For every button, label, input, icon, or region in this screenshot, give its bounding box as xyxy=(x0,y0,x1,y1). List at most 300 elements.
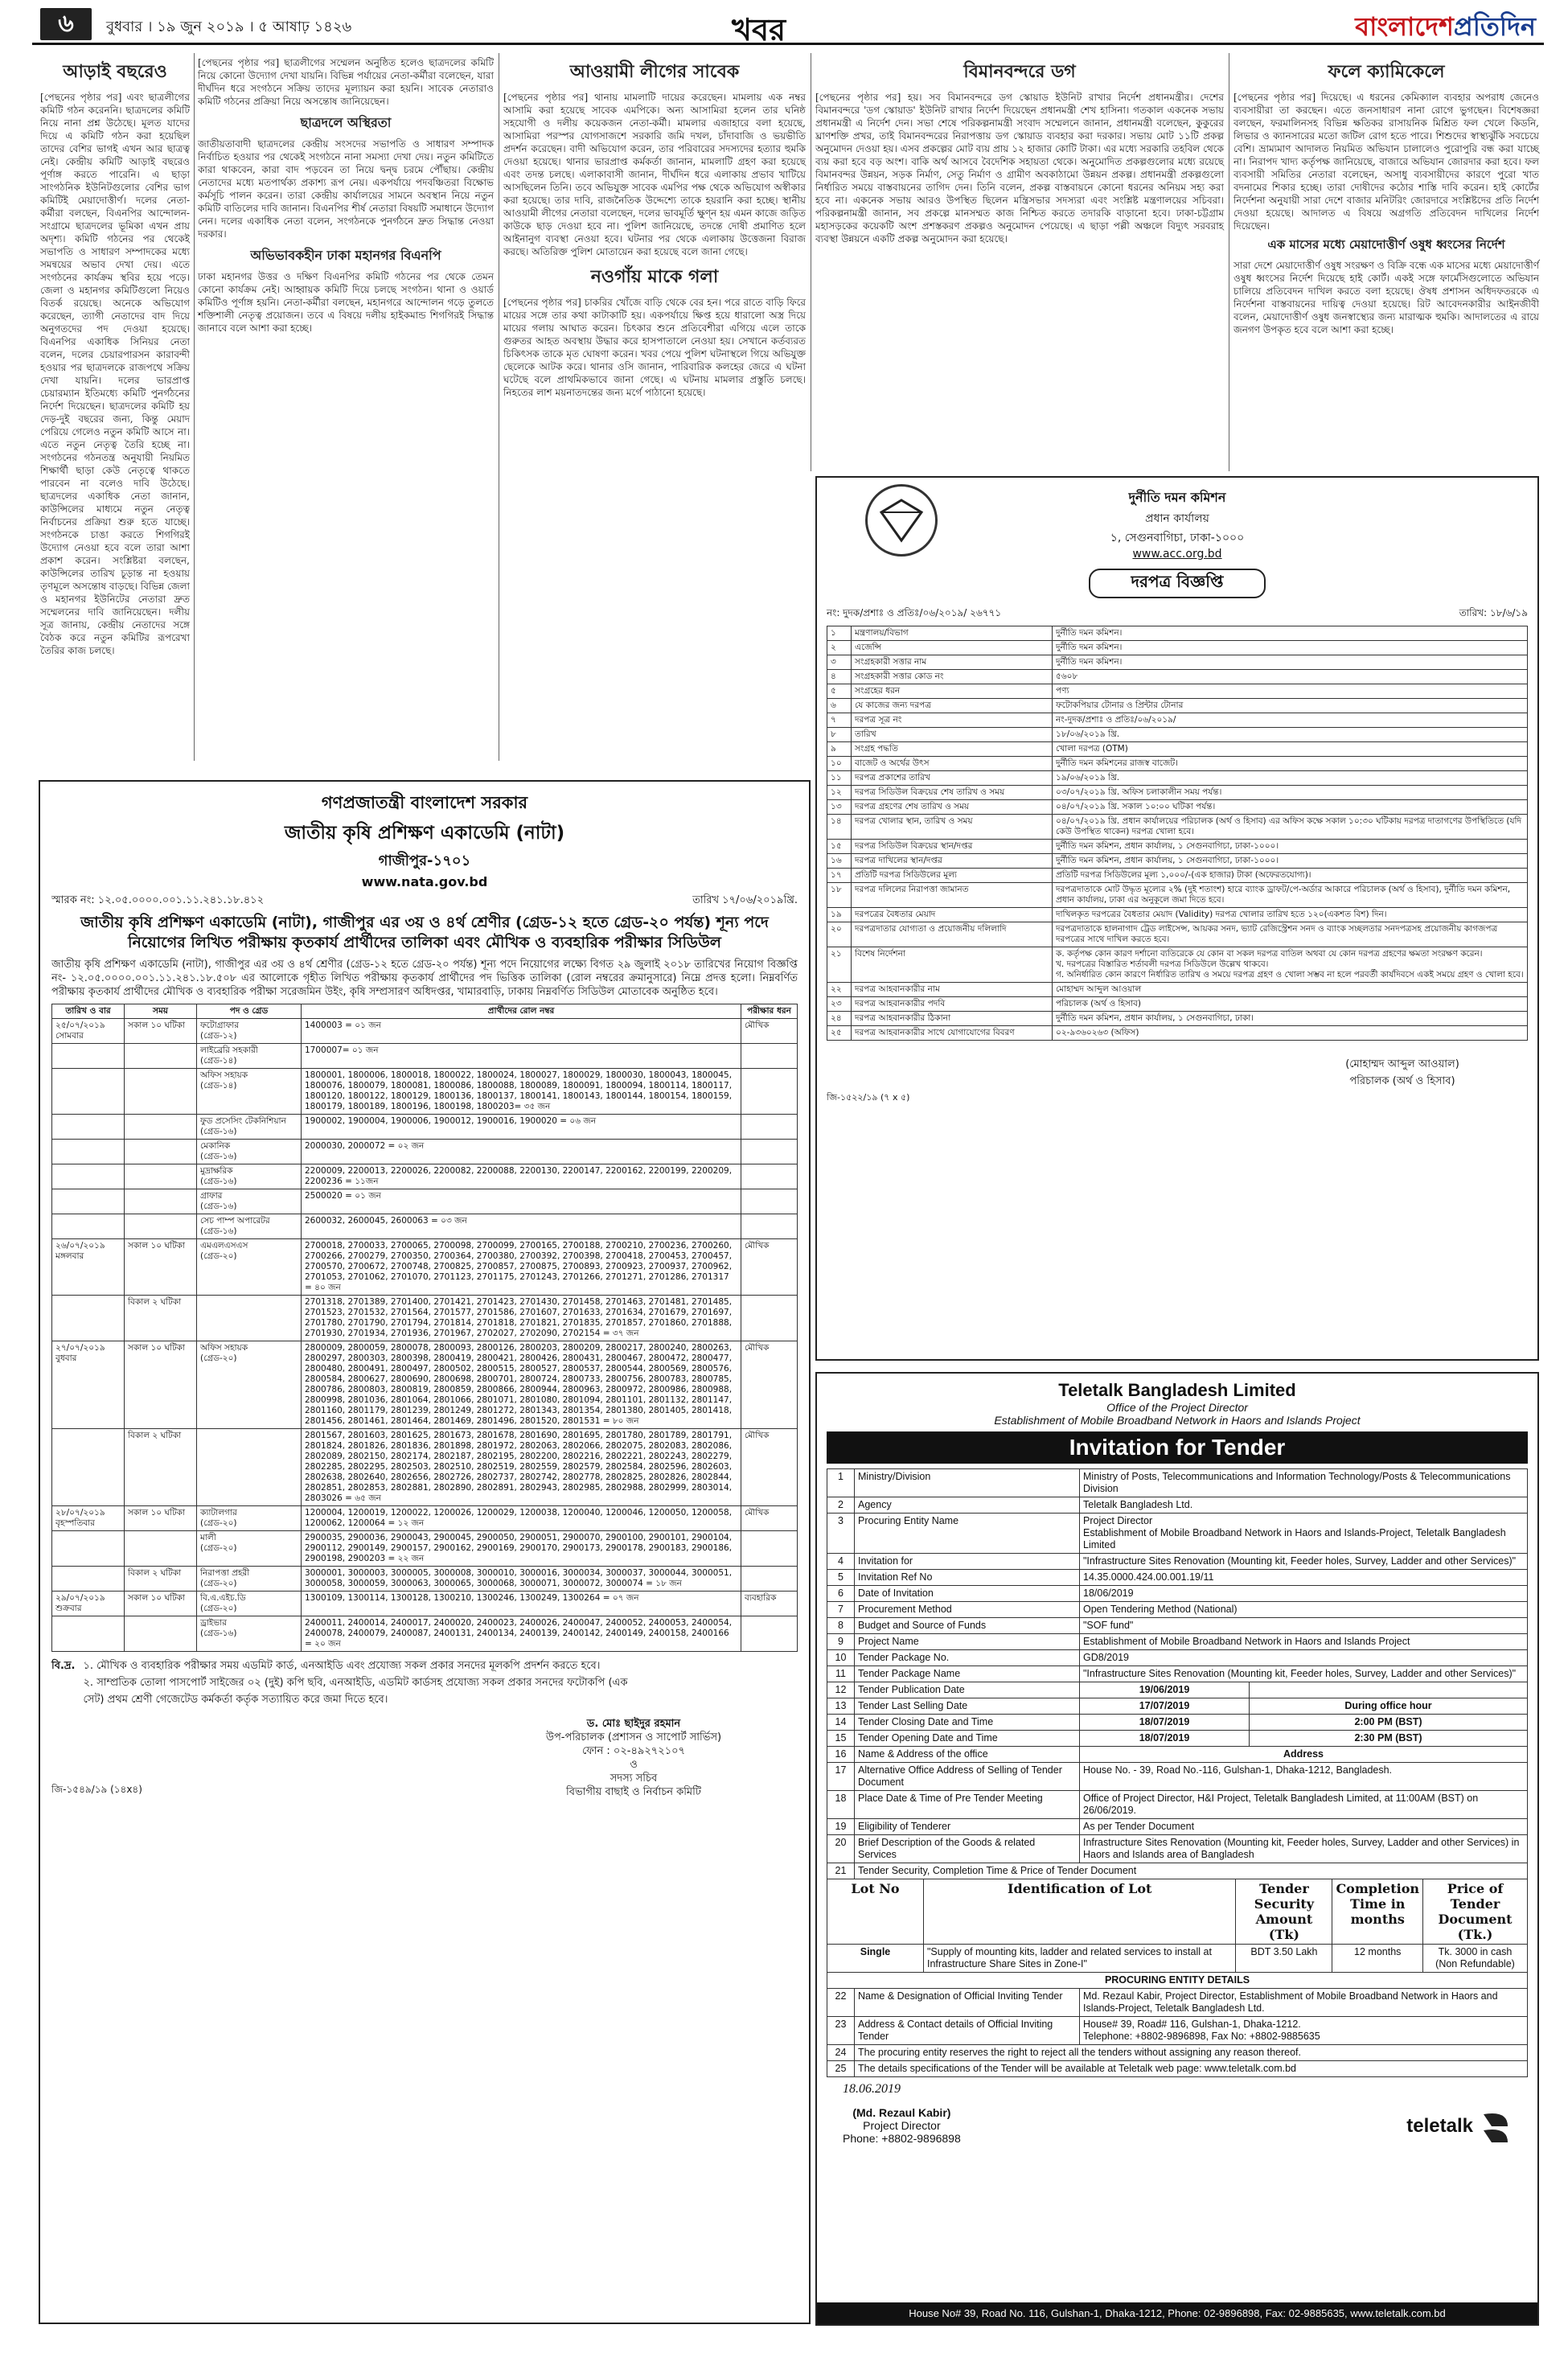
table-cell xyxy=(125,1531,197,1567)
table-row xyxy=(827,983,1528,997)
table-cell: প্রতিটি দরপত্র সিডিউলের মূল্য xyxy=(852,869,1053,883)
table-cell xyxy=(52,1429,125,1506)
gd-number: জি-১৫৪৯/১৯ (১৪x৪) xyxy=(51,1784,142,1795)
row-number: 20 xyxy=(827,1835,855,1863)
row-value: 18/06/2019 xyxy=(1080,1586,1528,1602)
table-cell: পণ্য xyxy=(1053,684,1528,699)
row-label: Invitation Ref No xyxy=(855,1570,1080,1586)
table-cell: দরপত্র সিডিউল বিক্রয়ের স্থান/দপ্তর xyxy=(852,840,1053,854)
row-number: 19 xyxy=(827,1819,855,1835)
lot-table: Lot No Identification of Lot Tender Security Amount (Tk) Completion Time in months Price of Tender Document (Tk.) Single "Supply of mounting kits, ladder and related services to install at Infrastructure Share Sites in Zone-I" BDT 3.50 Lakh 12 months Tk. 3000 in cash (Non Refundable) PROCURING ENTITY DETAILS xyxy=(827,1879,1528,1989)
table-cell: ২৩ xyxy=(827,997,852,1012)
row-number: 18 xyxy=(827,1791,855,1819)
table-cell: ২৭/০৭/২০১৯ বুধবার xyxy=(52,1341,125,1429)
article-text: [পেছনের পৃষ্ঠার পর] থানায় মামলাটি দায়ের করেছেন। মামলায় এক নম্বর আসামি করা হয়েছে সাবেক এমপিকে। অন্য আসামিরা হলেন তার ঘনিষ্ঠ সহযোগী ও দলীয় কয়েকজন নেতা-কর্মী। মামলার এজাহারে বলা হয়েছে, আসামিরা পরস্পর যোগসাজশে সরকারি জমি দখল, চাঁদাবাজি ও ভয়ভীতি প্রদর্শন করেছেন। বাদী অভিযোগ করেন, তার পরিবারের সদস্যদের হত্যার হুমকি দেওয়া হয়েছে। থানার ভারপ্রাপ্ত কর্মকর্তা জানান, মামলাটি গ্রহণ করা হয়েছে এবং তদন্ত চলছে। এলাকাবাসী জানান, দীর্ঘদিন ধরে এলাকায় প্রভাব খাটিয়ে আসছিলেন তিনি। তবে অভিযুক্ত সাবেক এমপির পক্ষ থেকে অভিযোগ অস্বীকার করা হয়েছে। তার দাবি, রাজনৈতিক উদ্দেশ্যে তাকে হয়রানি করা হচ্ছে। স্থানীয় আওয়ামী লীগের নেতারা বলেছেন, দলের ভাবমূর্তি ক্ষুণ্ন হয় এমন কাজে জড়িত কাউকে ছাড় দেওয়া হবে না। পুলিশ জানিয়েছে, তদন্তে দোষী প্রমাণিত হলে আইনানুগ ব্যবস্থা নেওয়া হবে। ঘটনার পর থেকে এলাকায় উত্তেজনা বিরাজ করছে। অতিরিক্ত পুলিশ মোতায়েন করা হয়েছে বলে জানা গেছে। xyxy=(503,92,809,257)
table-cell: 2:00 PM (BST) xyxy=(1250,1715,1528,1731)
table-row xyxy=(827,1747,1528,1763)
memo-number: স্মারক নং: ১২.০৫.০০০০.০০১.১১.২৪১.১৮.৪১২ xyxy=(51,894,265,906)
acc-address: ১, সেগুনবাগিচা, ঢাকা-১০০০ xyxy=(1110,532,1245,544)
acc-name: দুর্নীতি দমন কমিশন xyxy=(1128,490,1226,505)
row-value: Address xyxy=(1080,1747,1528,1763)
table-cell: ২ xyxy=(827,641,852,655)
table-row xyxy=(827,757,1528,771)
table-cell: এমএলএসএস (গ্রেড-২০) xyxy=(197,1239,302,1296)
table-cell xyxy=(52,1296,125,1341)
article-text: জাতীয়তাবাদী ছাত্রদলের কেন্দ্রীয় সংসদের সভাপতি ও সাধারণ সম্পাদক নির্বাচিত হওয়ার পর থেকেই সংগঠনে নানা সমস্যা দেখা দেয়। নতুন কমিটিতে কারা থাকবেন, কারা বাদ পড়বেন তা নিয়ে দ্বন্দ্ব চরমে পৌঁছায়। কেন্দ্রীয় নেতাদের মধ্যে মতপার্থক্য প্রকাশ্য রূপ নেয়। একপর্যায়ে পদবঞ্চিতরা বিক্ষোভ কর্মসূচি পালন করেন। তারা কেন্দ্রীয় কার্যালয়ের সামনে অবস্থান নিয়ে নতুন কমিটি বাতিলের দাবি জানান। বিএনপির শীর্ষ নেতারা বিষয়টি সমাধানে উদ্যোগ নেন। দলের একাধিক নেতা বলেন, সংগঠনকে পুনর্গঠনে দ্রুত সিদ্ধান্ত নেওয়া দরকার। xyxy=(198,138,497,240)
table-row xyxy=(827,1863,1528,1879)
table-cell: 1900002, 1900004, 1900006, 1900012, 1900016, 1900020 = ০৬ জন xyxy=(302,1115,741,1140)
table-row xyxy=(827,626,1528,641)
table-cell: 2200009, 2200013, 2200026, 2200082, 2200088, 2200130, 2200147, 2200162, 2200199, 2200209, 2200236 = ১১জন xyxy=(302,1164,741,1189)
row-value: Project Director Establishment of Mobile Broadband Network in Haors and Islands-Project, Teletalk Bangladesh Limited xyxy=(1080,1514,1528,1554)
teletalk-tender-advertisement xyxy=(815,1372,1539,2326)
table-cell: মুদ্রাক্ষরিক (গ্রেড-১৬) xyxy=(197,1164,302,1189)
table-cell: সংগ্রহকারী সত্তার কোড নং xyxy=(852,670,1053,684)
table-cell: ২৪ xyxy=(827,1012,852,1026)
row-label: Tender Security, Completion Time & Price of Tender Document xyxy=(855,1863,1528,1879)
table-cell: 2400011, 2400014, 2400017, 2400020, 2400023, 2400026, 2400047, 2400052, 2400053, 2400054, 2400078, 2400079, 2400087, 2400131, 2400134, 2400139, 2400142, 2400149, 2400158, 2400166 = ২০ জন xyxy=(302,1616,741,1652)
table-cell: ২৮/০৭/২০১৯ বৃহস্পতিবার xyxy=(52,1506,125,1531)
table-row xyxy=(52,1069,798,1115)
table-cell: 2000030, 2000072 = ০২ জন xyxy=(302,1140,741,1164)
table-cell: সকাল ১০ ঘটিকা xyxy=(125,1341,197,1429)
signature-date: 18.06.2019 xyxy=(843,2082,901,2096)
news-column-3 xyxy=(503,56,809,756)
table-row xyxy=(52,1341,798,1429)
company-name: Teletalk Bangladesh Limited xyxy=(1058,1380,1296,1400)
table-row xyxy=(827,713,1528,728)
table-row xyxy=(52,1567,798,1592)
acc-tender-table xyxy=(827,626,1528,1041)
table-cell: ১৯ xyxy=(827,908,852,922)
procuring-heading: PROCURING ENTITY DETAILS xyxy=(827,1973,1528,1989)
table-cell: দরপত্র সিডিউল বিক্রয়ের শেষ তারিখ ও সময় xyxy=(852,786,1053,800)
table-row xyxy=(827,786,1528,800)
row-number: 25 xyxy=(827,2061,855,2077)
table-cell xyxy=(197,1296,302,1341)
table-row xyxy=(827,1554,1528,1570)
table-cell: বি.এ.এইচ.ডি (গ্রেড-২০) xyxy=(197,1592,302,1616)
table-cell: ২৫ xyxy=(827,1026,852,1041)
row-value: Ministry of Posts, Telecommunications and Information Technology/Posts & Telecommunications Division xyxy=(1080,1469,1528,1497)
table-cell: প্রতিটি দরপত্র সিডিউলের মূল্য ১,০০০/-(এক হাজার) টাকা (অফেরতযোগ্য)। xyxy=(1053,869,1528,883)
table-row xyxy=(52,1019,798,1044)
table-row xyxy=(827,742,1528,757)
table-cell: 18/07/2019 xyxy=(1080,1715,1250,1731)
table-row xyxy=(827,840,1528,854)
table-cell: অফিস সহায়ক (গ্রেড-২০) xyxy=(197,1341,302,1429)
table-cell xyxy=(125,1140,197,1164)
table-cell: বিকাল ২ ঘটিকা xyxy=(125,1429,197,1506)
signature-block: ড. মোঃ ছাইদুর রহমান উপ-পরিচালক (প্রশাসন ও সাপোর্ট সার্ভিস) ফোন : ০২-৪৯২৭২১০৭ ও সদস্য সচিব বিভাগীয় বাছাই ও নির্বাচন কমিটি xyxy=(545,1718,722,1798)
table-cell xyxy=(741,1616,798,1652)
nata-advertisement xyxy=(39,780,811,2324)
table-cell: দরপত্র আহবানকারীর নাম xyxy=(852,983,1053,997)
row-number: 22 xyxy=(827,1989,855,2017)
table-cell xyxy=(52,1567,125,1592)
gd-number: জি-১৫২২/১৯ (৭ x ৫) xyxy=(827,1092,910,1103)
org-name: জাতীয় কৃষি প্রশিক্ষণ একাডেমি (নাটা) xyxy=(284,823,565,844)
table-cell: 14 xyxy=(827,1715,855,1731)
news-column-4 xyxy=(815,56,1227,466)
table-cell: দুর্নীতি দমন কমিশন। xyxy=(1053,626,1528,641)
row-label: Alternative Office Address of Selling of Tender Document xyxy=(855,1763,1080,1791)
table-cell: ৩ xyxy=(827,655,852,670)
table-cell: মৌখিক xyxy=(741,1239,798,1296)
table-cell: 19/06/2019 xyxy=(1080,1682,1250,1698)
table-cell: Tender Publication Date xyxy=(855,1682,1080,1698)
tender-address-table xyxy=(827,1746,1528,1879)
table-row xyxy=(52,1140,798,1164)
row-value: "SOF fund" xyxy=(1080,1618,1528,1634)
teletalk-footer: House No# 39, Road No. 116, Gulshan-1, Dhaka-1212, Phone: 02-9896898, Fax: 02-9885635, www.teletalk.com.bd xyxy=(817,2302,1537,2324)
table-row xyxy=(52,1044,798,1069)
row-number: 17 xyxy=(827,1763,855,1791)
headline: ফলে ক্যামিকেলে xyxy=(1328,62,1445,82)
row-number: 3 xyxy=(827,1514,855,1554)
table-row xyxy=(827,1497,1528,1514)
row-number: 24 xyxy=(827,2045,855,2061)
row-number: 23 xyxy=(827,2017,855,2045)
row-number: 16 xyxy=(827,1747,855,1763)
table-row xyxy=(827,947,1528,983)
table-cell: 2600032, 2600045, 2600063 = ০৩ জন xyxy=(302,1214,741,1239)
table-cell xyxy=(741,1044,798,1069)
table-cell: মন্ত্রণালয়/বিভাগ xyxy=(852,626,1053,641)
table-cell: 1400003 = ০১ জন xyxy=(302,1019,741,1044)
article-text: [পেছনের পৃষ্ঠার পর] চাকরির খোঁজে বাড়ি থেকে বের হন। পরে রাতে বাড়ি ফিরে মায়ের সঙ্গে তার কথা কাটাকাটি হয়। একপর্যায়ে ক্ষিপ্ত হয়ে ধারালো অস্ত্র দিয়ে মায়ের গলায় আঘাত করেন। চিৎকার শুনে প্রতিবেশীরা এগিয়ে এলে তাকে গুরুতর আহত অবস্থায় উদ্ধার করে হাসপাতালে নেওয়া হয়। সেখানে কর্তব্যরত চিকিৎসক তাকে মৃত ঘোষণা করেন। খবর পেয়ে পুলিশ ঘটনাস্থলে গিয়ে অভিযুক্ত ছেলেকে আটক করে। থানার ওসি জানান, পারিবারিক কলহের জেরে এ ঘটনা ঘটেছে বলে প্রাথমিকভাবে জানা গেছে। এ ঘটনায় মামলার প্রস্তুতি চলছে। নিহতের লাশ ময়নাতদন্তের জন্য মর্গে পাঠানো হয়েছে। xyxy=(503,297,809,398)
table-row xyxy=(827,869,1528,883)
table-cell: ২৯/০৭/২০১৯ শুক্রবার xyxy=(52,1592,125,1616)
table-cell: 2500020 = ০১ জন xyxy=(302,1189,741,1214)
table-row xyxy=(827,1570,1528,1586)
headline: নওগাঁয় মাকে গলা xyxy=(590,267,719,287)
table-row xyxy=(827,2045,1528,2061)
row-number: 9 xyxy=(827,1634,855,1650)
table-row xyxy=(827,2061,1528,2077)
row-value: Infrastructure Sites Renovation (Mounting kit, Feeder holes, Survey, Ladder and other Services) in Haors and Islands area of Bangladesh xyxy=(1080,1835,1528,1863)
table-cell: ২০ xyxy=(827,922,852,947)
table-cell: দুর্নীতি দমন কমিশন। xyxy=(1053,655,1528,670)
table-cell: সেচ পাম্প অপারেটর (গ্রেড-১৬) xyxy=(197,1214,302,1239)
table-row xyxy=(827,1731,1528,1747)
table-cell: ০৪/০৭/২০১৯ খ্রি. সকাল ১০:০০ ঘটিকা পর্যন্ত। xyxy=(1053,800,1528,815)
row-label: Budget and Source of Funds xyxy=(855,1618,1080,1634)
table-cell xyxy=(197,1429,302,1506)
table-cell: দাখিলকৃত দরপত্রের বৈধতার মেয়াদ (Validity) দরপত্র খোলার তারিখ হতে ১২০(একশত বিশ) দিন। xyxy=(1053,908,1528,922)
masthead-logo[interactable]: বাংলাদেশপ্রতিদিন xyxy=(1355,11,1536,42)
table-cell: দরপত্র গ্রহণের শেষ তারিখ ও সময় xyxy=(852,800,1053,815)
table-cell: 2700018, 2700033, 2700065, 2700098, 2700099, 2700165, 2700188, 2700210, 2700236, 2700260, 2700266, 2700279, 2700350, 2700364, 2700380, 2700392, 2700398, 2700418, 2700453, 2700457, 2700570, 2700672, 2700748, 2700825, 2700857, 2700875, 2700893, 2700923, 2700937, 2700962, 2701053, 2701062, 2701070, 2701123, 2701175, 2701243, 2701266, 2701271, 2701286, 2701317 = ৪০ জন xyxy=(302,1239,741,1296)
table-cell: মৌখিক xyxy=(741,1019,798,1044)
table-row xyxy=(827,2017,1528,2045)
table-cell: দরপত্র প্রকাশের তারিখ xyxy=(852,771,1053,786)
row-number: 10 xyxy=(827,1650,855,1666)
table-cell: দরপত্র দাখিলের স্থান/দপ্তর xyxy=(852,854,1053,869)
row-value: House# 39, Road# 116, Gulshan-1, Dhaka-1212. Telephone: +8802-9896898, Fax No: +8802-9885635 xyxy=(1080,2017,1528,2045)
table-cell: ১০ xyxy=(827,757,852,771)
table-cell xyxy=(741,1069,798,1115)
table-row xyxy=(827,1586,1528,1602)
table-row xyxy=(827,1819,1528,1835)
table-row xyxy=(52,1506,798,1531)
table-row xyxy=(827,684,1528,699)
table-cell: এজেন্সি xyxy=(852,641,1053,655)
table-cell: ৯ xyxy=(827,742,852,757)
table-cell: ০৪/০৭/২০১৯ খ্রি. প্রধান কার্যালয়ের পরিচালক (অর্থ ও হিসাব) এর অফিস কক্ষে সকাল ১০:৩০ ঘটিকায় দরপত্র দাতাগণের উপস্থিতিতে (যদি কেউ উপস্থিত থাকেন) দরপত্র খোলা হবে। xyxy=(1053,815,1528,840)
table-cell: ১৩ xyxy=(827,800,852,815)
table-cell: 2701318, 2701389, 2701400, 2701421, 2701423, 2701430, 2701458, 2701463, 2701481, 2701485, 2701523, 2701532, 2701564, 2701577, 2701586, 2701607, 2701633, 2701634, 2701679, 2701697, 2701780, 2701790, 2701794, 2701814, 2701818, 2701821, 2701835, 2701857, 2701860, 2701888, 2701930, 2701934, 2701936, 2701967, 2702027, 2702090, 2702154 = ৩৭ জন xyxy=(302,1296,741,1341)
subheading: অভিভাবকহীন ঢাকা মহানগর বিএনপি xyxy=(250,248,441,263)
table-cell: 13 xyxy=(827,1698,855,1715)
table-cell: তারিখ xyxy=(852,728,1053,742)
table-cell: মোহাম্মদ আব্দুল আওয়াল xyxy=(1053,983,1528,997)
table-row xyxy=(827,1634,1528,1650)
table-cell: দরপত্রদাতাকে মোট উদ্ধৃত মূল্যের ২% (দুই শতাংশ) হারে ব্যাংক ড্রাফট/পে-অর্ডার আকারে পরিচালক (অর্থ ও হিসাব), দুর্নীতি দমন কমিশন, প্রধান কার্যালয়, ঢাকা এর অনুকূলে জমা দিতে হবে। xyxy=(1053,883,1528,908)
table-cell: মেকানিক (গ্রেড-১৬) xyxy=(197,1140,302,1164)
table-cell xyxy=(741,1189,798,1214)
table-cell xyxy=(1250,1682,1528,1698)
table-cell: ২৫/০৭/২০১৯ সোমবার xyxy=(52,1019,125,1044)
table-cell: During office hour xyxy=(1250,1698,1528,1715)
row-label: The procuring entity reserves the right to reject all the tenders without assigning any reason thereof. xyxy=(855,2045,1528,2061)
acc-website[interactable]: www.acc.org.bd xyxy=(1132,548,1222,561)
row-label: Place Date & Time of Pre Tender Meeting xyxy=(855,1791,1080,1819)
row-label: The details specifications of the Tender will be available at Teletalk web page: www.teletalk.com.bd xyxy=(855,2061,1528,2077)
table-cell: ক. কর্তৃপক্ষ কোন কারণ দর্শানো ব্যতিরেকে যে কোন বা সকল দরপত্র বাতিল অথবা যে কোন দরপত্র গ্রহণের ক্ষমতা সংরক্ষণ করেন। খ. দরপত্রের বিস্তারিত শর্তাবলী দরপত্র সিডিউলে উল্লেখ থাকবে। গ. অনির্ধারিত কোন কারণে নির্ধারিত তারিখ ও সময়ে দরপত্র গ্রহণ ও খোলা সম্ভব না হলে পরবর্তী কার্যদিবসে একই সময়ে গ্রহণ ও খোলা হবে। xyxy=(1053,947,1528,983)
table-cell: সংগ্রহ পদ্ধতি xyxy=(852,742,1053,757)
table-cell xyxy=(741,1140,798,1164)
table-row xyxy=(827,1666,1528,1682)
table-row xyxy=(827,1682,1528,1698)
issue-date: বুধবার । ১৯ জুন ২০১৯ । ৫ আষাঢ় ১৪২৬ xyxy=(106,18,352,35)
row-value: "Infrastructure Sites Renovation (Mounting kit, Feeder holes, Survey, Ladder and other Services)" xyxy=(1080,1554,1528,1570)
table-cell: 1200004, 1200019, 1200022, 1200026, 1200029, 1200038, 1200040, 1200046, 1200050, 1200058, 1200062, 1200064 = ১২ জন xyxy=(302,1506,741,1531)
table-cell: সকাল ১০ ঘটিকা xyxy=(125,1239,197,1296)
article-text: [পেছনের পৃষ্ঠার পর] ছাত্রলীগের সম্মেলন অনুষ্ঠিত হলেও ছাত্রদলের কমিটি নিয়ে কোনো উদ্যোগ দেখা যায়নি। বিভিন্ন পর্যায়ের নেতা-কর্মীরা বলেছেন, যারা দীর্ঘদিন ধরে সংগঠনে সক্রিয় তাদের মূল্যায়ন করা হয়নি। সাবেক নেতারাও কমিটি গঠনের প্রক্রিয়া নিয়ে অসন্তোষ জানিয়েছেন। xyxy=(198,57,497,107)
table-cell: ১৭ xyxy=(827,869,852,883)
memo-number: নং: দুদক/প্রশাঃ ও প্রতিঃ/০৬/২০১৯/ ২৬৭৭১ xyxy=(827,607,1002,618)
notice-intro: জাতীয় কৃষি প্রশিক্ষণ একাডেমি (নাটা), গাজীপুর এর ৩য় ও ৪র্থ শ্রেণীর (গ্রেড-১২ হতে গ্রেড-২০ পর্যন্ত) শূন্য পদে নিয়োগের লক্ষ্যে বিগত ২৯ জুলাই ২০১৮ তারিখের নিয়োগ বিজ্ঞপ্তি নং- ১২.০৫.০০০০.০০১.১১.২৪১.১৮.৫০৮ এর আলোকে গৃহীত লিখিত পরীক্ষায় কৃতকার্য প্রার্থীদের পদ ভিত্তিক তালিকা (রোল নম্বরের ক্রমানুসারে) নিম্নে প্রদত্ত হলো। নিম্নবর্ণিত পরীক্ষায় কৃতকার্য প্রার্থীদের মৌখিক ও ব্যবহারিক পরীক্ষা সরেজমিন উইং, কৃষি সম্প্রসারণ অধিদপ্তর, খামারবাড়ি, ঢাকায় নিম্নবর্ণিত সিডিউল মোতাবেক অনুষ্ঠিত হবে। xyxy=(51,959,798,998)
article-text: [পেছনের পৃষ্ঠার পর] এবং ছাত্রলীগের কমিটি গঠন করেননি। ছাত্রদলের কমিটি নিয়ে নানা প্রশ্ন উঠেছে। মূলত যাদের দিয়ে এ কমিটি গঠন করা হয়েছিল তাদের বেশির ভাগই এখন আর ছাত্রত্ব নেই। কেন্দ্রীয় কমিটি আড়াই বছরেও পূর্ণাঙ্গ করতে পারেনি। এ ছাড়া সাংগঠনিক ইউনিটগুলোর বেশির ভাগ কমিটিই মেয়াদোত্তীর্ণ। দলের নেতা-কর্মীরা বলছেন, বিএনপির আন্দোলন-সংগ্রামে ছাত্রদলের ভূমিকা এখন প্রায় অদৃশ্য। কমিটি গঠনের পর থেকেই সভাপতি ও সাধারণ সম্পাদকের মধ্যে সমন্বয়ের অভাব দেখা দেয়। এতে সংগঠনের কার্যক্রম স্থবির হয়ে পড়ে। জেলা ও মহানগর কমিটিগুলো নিয়েও বিতর্ক রয়েছে। অনেকে অভিযোগ করেছেন, ত্যাগী নেতাদের বাদ দিয়ে অনুগতদের পদ দেওয়া হয়েছে। বিএনপির একাধিক সিনিয়র নেতা বলেন, দলের চেয়ারপারসন কারাবন্দী হওয়ার পর ছাত্রদলকে রাজপথে সক্রিয় দেখা যায়নি। দলের ভারপ্রাপ্ত চেয়ারম্যান ইতিমধ্যে কমিটি পুনর্গঠনের নির্দেশ দিয়েছেন। ছাত্রদলের কমিটি হয় দেড়-দুই বছরের জন্য, কিন্তু মেয়াদ পেরিয়ে গেলেও নতুন কমিটি আসে না। এতে নতুন নেতৃত্ব তৈরি হচ্ছে না। সংগঠনের গঠনতন্ত্র অনুযায়ী নিয়মিত শিক্ষার্থী ছাড়া কেউ নেতৃত্বে থাকতে পারবেন না বলেও দাবি উঠেছে। ছাত্রদলের একাধিক নেতা জানান, কাউন্সিলের মাধ্যমে নতুন নেতৃত্ব নির্বাচনের প্রক্রিয়া শুরু হতে যাচ্ছে। সংগঠনকে চাঙা করতে শিগগিরই উদ্যোগ নেওয়া হবে বলে তারা আশা প্রকাশ করেন। সংশ্লিষ্টরা বলছেন, কাউন্সিলের তারিখ চূড়ান্ত না হওয়ায় তৃণমূলে অসন্তোষ বাড়ছে। বিভিন্ন জেলা ও মহানগর ইউনিটের নেতারা দ্রুত সম্মেলনের দাবি জানিয়েছেন। দলীয় সূত্র জানায়, কেন্দ্রীয় নেতাদের সঙ্গে বৈঠক করে নতুন কমিটির রূপরেখা তৈরির কাজ চলছে। xyxy=(40,92,193,656)
section-title: খবর xyxy=(732,12,786,47)
table-cell: ১১ xyxy=(827,771,852,786)
table-row xyxy=(52,1189,798,1214)
table-cell: ১২ xyxy=(827,786,852,800)
table-cell xyxy=(52,1069,125,1115)
table-cell: নিরাপত্তা প্রহরী (গ্রেড-২০) xyxy=(197,1567,302,1592)
table-cell xyxy=(125,1115,197,1140)
row-value: Establishment of Mobile Broadband Network in Haors and Islands Project xyxy=(1080,1634,1528,1650)
table-row xyxy=(827,1763,1528,1791)
table-cell: ১৯/০৬/২০১৯ খ্রি. xyxy=(1053,771,1528,786)
table-row xyxy=(827,1650,1528,1666)
row-value: House No. - 39, Road No.-116, Gulshan-1, Dhaka-1212, Bangladesh. xyxy=(1080,1763,1528,1791)
table-cell: নং-দুদক/প্রশাঃ ও প্রতিঃ/০৬/২০১৯/ xyxy=(1053,713,1528,728)
tender-dates-table xyxy=(827,1682,1528,1747)
table-cell: ১৮ xyxy=(827,883,852,908)
table-cell: দরপত্রের বৈধতার মেয়াদ xyxy=(852,908,1053,922)
table-row xyxy=(827,1602,1528,1618)
subheading: ছাত্রদলে অস্থিরতা xyxy=(300,115,392,130)
row-value: Teletalk Bangladesh Ltd. xyxy=(1080,1497,1528,1514)
row-label: Agency xyxy=(855,1497,1080,1514)
table-cell xyxy=(125,1189,197,1214)
table-cell: সকাল ১০ ঘটিকা xyxy=(125,1019,197,1044)
table-cell: দুর্নীতি দমন কমিশন, প্রধান কার্যালয়, ১ সেগুনবাগিচা, ঢাকা-১০০০। xyxy=(1053,854,1528,869)
teletalk-mark-icon xyxy=(1480,2106,1512,2146)
invitation-banner: Invitation for Tender xyxy=(827,1431,1528,1464)
table-row xyxy=(827,922,1528,947)
table-cell: দরপত্র আহবানকারীর ঠিকানা xyxy=(852,1012,1053,1026)
acc-office: প্রধান কার্যালয় xyxy=(1145,512,1209,525)
row-number: 8 xyxy=(827,1618,855,1634)
headline: বিমানবন্দরে ডগ xyxy=(963,62,1076,82)
row-label: Eligibility of Tenderer xyxy=(855,1819,1080,1835)
table-cell xyxy=(52,1115,125,1140)
row-number: 6 xyxy=(827,1586,855,1602)
row-label: Ministry/Division xyxy=(855,1469,1080,1497)
table-cell: 2:30 PM (BST) xyxy=(1250,1731,1528,1747)
article-text: [পেছনের পৃষ্ঠার পর] হয়। সব বিমানবন্দরে ডগ স্কোয়াড ইউনিট রাখার নির্দেশ প্রধানমন্ত্রীর। দেশের বিমানবন্দরে 'ডগ স্কোয়াড' ইউনিট রাখার নির্দেশ দিয়েছেন প্রধানমন্ত্রী শেখ হাসিনা। গতকাল একনেক সভায় প্রধানমন্ত্রী এ নির্দেশ দেন। সভা শেষে পরিকল্পনামন্ত্রী সংবাদ সম্মেলনে জানান, প্রধানমন্ত্রী বলেছেন, কুকুরের ঘ্রাণশক্তি প্রখর, তাই বিমানবন্দরের নিরাপত্তায় ডগ স্কোয়াড ব্যবহার করা দরকার। সভায় মোট ১১টি প্রকল্প অনুমোদন দেওয়া হয়। এসব প্রকল্পের মোট ব্যয় প্রায় ১২ হাজার কোটি টাকা। এর মধ্যে সরকারি তহবিল থেকে ব্যয় করা হবে বড় অংশ। বাকি অর্থ আসবে বৈদেশিক সহায়তা থেকে। অনুমোদিত প্রকল্পগুলোর মধ্যে রয়েছে বিমানবন্দর উন্নয়ন, সড়ক নির্মাণ, সেতু নির্মাণ ও গ্রামীণ অবকাঠামো উন্নয়ন প্রকল্প। প্রধানমন্ত্রী প্রকল্পগুলো নির্ধারিত সময়ে বাস্তবায়নের তাগিদ দেন। তিনি বলেন, প্রকল্প বাস্তবায়নে কোনো ধরনের অনিয়ম সহ্য করা হবে না। একনেক সভায় আরও উপস্থিত ছিলেন মন্ত্রিসভার সদস্যরা এবং সংশ্লিষ্ট মন্ত্রণালয়ের সচিবরা। পরিকল্পনামন্ত্রী জানান, সব প্রকল্পে মানসম্মত কাজ নিশ্চিত করতে তদারকি বাড়ানো হবে। ঢাকা-চট্টগ্রাম মহাসড়কের কয়েকটি অংশ প্রশস্তকরণ প্রকল্পও অনুমোদন পেয়েছে। এ ছাড়া পল্লী অঞ্চলে বিদ্যুৎ সরবরাহ ব্যবস্থা উন্নয়নে একটি প্রকল্প অনুমোদন করা হয়েছে। xyxy=(815,92,1227,244)
signature-block: (মোহাম্মদ আব্দুল আওয়াল) পরিচালক (অর্থ ও হিসাব) xyxy=(1345,1058,1459,1087)
table-row xyxy=(52,1429,798,1506)
table-row xyxy=(827,728,1528,742)
row-value: GD8/2019 xyxy=(1080,1650,1528,1666)
table-cell: ২২ xyxy=(827,983,852,997)
subheading: এক মাসের মধ্যে মেয়াদোত্তীর্ণ ওষুধ ধ্বংসের নির্দেশ xyxy=(1267,237,1505,252)
row-value: Open Tendering Method (National) xyxy=(1080,1602,1528,1618)
table-row xyxy=(827,1618,1528,1634)
row-number: 5 xyxy=(827,1570,855,1586)
table-cell xyxy=(125,1616,197,1652)
table-row xyxy=(827,771,1528,786)
row-number: 11 xyxy=(827,1666,855,1682)
table-cell: দরপত্রদাতার যোগ্যতা ও প্রয়োজনীয় দলিলাদি xyxy=(852,922,1053,947)
table-cell: 1700007= ০১ জন xyxy=(302,1044,741,1069)
table-cell: সংগ্রহের ধরন xyxy=(852,684,1053,699)
table-cell: ১ xyxy=(827,626,852,641)
table-cell: ১৬ xyxy=(827,854,852,869)
table-cell: 2800009, 2800059, 2800078, 2800093, 2800126, 2800203, 2800209, 2800217, 2800240, 2800263, 2800297, 2800303, 2800398, 2800419, 2800421, 2800426, 2800431, 2800467, 2800472, 2800477, 2800480, 2800491, 2800497, 2800502, 2800515, 2800527, 2800537, 2800544, 2800569, 2800576, 2800584, 2800627, 2800690, 2800698, 2800701, 2800724, 2800733, 2800756, 2800783, 2800785, 2800786, 2800803, 2800819, 2800859, 2800866, 2800944, 2800963, 2800972, 2800986, 2800988, 2800998, 2801036, 2801064, 2801066, 2801071, 2801080, 2801094, 2801101, 2801132, 2801147, 2801160, 2801179, 2801239, 2801249, 2801272, 2801343, 2801354, 2801380, 2801405, 2801418, 2801456, 2801461, 2801464, 2801469, 2801496, 2801520, 2801531 = ৮০ জন xyxy=(302,1341,741,1429)
article-text: সারা দেশে মেয়াদোত্তীর্ণ ওষুধ সংরক্ষণ ও বিক্রি বন্ধে এক মাসের মধ্যে মেয়াদোত্তীর্ণ ওষুধ ধ্বংসের নির্দেশ দিয়েছে হাই কোর্ট। একই সঙ্গে ফার্মেসিগুলোতে অভিযান চালিয়ে প্রতিবেদন দাখিল করতে বলা হয়েছে। ঔষধ প্রশাসন অধিদফতরকে এ নির্দেশনা বাস্তবায়নের দায়িত্ব দেওয়া হয়েছে। রিট আবেদনকারীর আইনজীবী বলেন, মেয়াদোত্তীর্ণ ওষুধ জনস্বাস্থ্যের জন্য মারাত্মক হুমকি। আদালতের এ রায়ে জনগণ উপকৃত হবে বলে আশা করা হচ্ছে। xyxy=(1233,260,1542,335)
table-cell: Tender Opening Date and Time xyxy=(855,1731,1080,1747)
row-number: 2 xyxy=(827,1497,855,1514)
notes: বি.দ্র. ১. মৌখিক ও ব্যবহারিক পরীক্ষার সময় এডমিট কার্ড, এনআইডি এবং প্রযোজ্য সকল প্রকার সনদের মূলকপি প্রদর্শন করতে হবে। ২. সাম্প্রতিক তোলা পাসপোর্ট সাইজের ০২ (দুই) কপি ছবি, এনআইডি, এডমিট কার্ডসহ প্রযোজ্য সকল প্রকার সনদের ফটোকপি (এক সেট) প্রথম শ্রেণী গেজেটেড কর্মকর্তা কর্তৃক সত্যায়িত করে জমা দিতে হবে। xyxy=(51,1660,628,1706)
table-cell: Tender Closing Date and Time xyxy=(855,1715,1080,1731)
gov-name: গণপ্রজাতন্ত্রী বাংলাদেশ সরকার xyxy=(321,793,528,812)
table-row xyxy=(52,1531,798,1567)
table-cell xyxy=(741,1164,798,1189)
news-column-1 xyxy=(40,56,193,756)
table-row xyxy=(827,1698,1528,1715)
table-row xyxy=(827,1715,1528,1731)
table-cell: 1800001, 1800006, 1800018, 1800022, 1800024, 1800027, 1800029, 1800030, 1800043, 1800045, 1800076, 1800079, 1800081, 1800086, 1800088, 1800089, 1800091, 1800094, 1800114, 1800117, 1800120, 1800122, 1800129, 1800136, 1800137, 1800141, 1800143, 1800144, 1800154, 1800159, 1800179, 1800189, 1800196, 1800198, 1800203= ৩৫ জন xyxy=(302,1069,741,1115)
page-header xyxy=(32,5,1544,45)
row-label: Invitation for xyxy=(855,1554,1080,1570)
table-cell: 12 xyxy=(827,1682,855,1698)
row-label: Name & Designation of Official Inviting Tender xyxy=(855,1989,1080,2017)
row-number: 1 xyxy=(827,1469,855,1497)
table-cell: বিকাল ২ ঘটিকা xyxy=(125,1296,197,1341)
headline: আওয়ামী লীগের সাবেক xyxy=(569,62,740,82)
row-label: Project Name xyxy=(855,1634,1080,1650)
row-number: 4 xyxy=(827,1554,855,1570)
table-cell: 2801567, 2801603, 2801625, 2801673, 2801678, 2801690, 2801695, 2801780, 2801789, 2801791, 2801824, 2801826, 2801836, 2801898, 2801972, 2802063, 2802066, 2802075, 2802083, 2802086, 2802089, 2802150, 2802174, 2802187, 2802195, 2802200, 2802216, 2802221, 2802243, 2802279, 2802285, 2802295, 2802503, 2802510, 2802519, 2802559, 2802579, 2802584, 2802596, 2802603, 2802638, 2802640, 2802656, 2802726, 2802737, 2802742, 2802778, 2802825, 2802826, 2802844, 2802851, 2802853, 2802881, 2802890, 2802891, 2802943, 2802985, 2802988, 2802999, 2803014, 2803026 = ৬৫ জন xyxy=(302,1429,741,1506)
table-row xyxy=(827,800,1528,815)
table-cell: সকাল ১০ ঘটিকা xyxy=(125,1506,197,1531)
org-website[interactable]: www.nata.gov.bd xyxy=(361,874,488,889)
row-label: Address & Contact details of Official Inviting Tender xyxy=(855,2017,1080,2045)
table-cell: দরপত্রদাতাকে হালনাগাদ ট্রেড লাইসেন্স, আয়কর সনদ, ভ্যাট রেজিস্ট্রেশন সনদ ও ব্যাংক সচ্ছলতার সনদপত্রসহ প্রয়োজনীয় কাগজপত্র দরপত্রের সাথে দাখিল করতে হবে। xyxy=(1053,922,1528,947)
table-cell: ড্রাইভার (গ্রেড-১৬) xyxy=(197,1616,302,1652)
table-row xyxy=(827,1989,1528,2017)
table-cell: ৭ xyxy=(827,713,852,728)
table-cell: ফুড প্রসেসিং টেকনিশিয়ান (গ্রেড-১৬) xyxy=(197,1115,302,1140)
table-cell: মৌখিক xyxy=(741,1341,798,1429)
table-cell: 3000001, 3000003, 3000005, 3000008, 3000010, 3000016, 3000034, 3000037, 3000044, 3000051, 3000058, 3000059, 3000063, 3000065, 3000068, 3000071, 3000072, 3000074 = ১৮ জন xyxy=(302,1567,741,1592)
table-row xyxy=(827,655,1528,670)
table-row xyxy=(52,1296,798,1341)
table-cell: ২৬/০৭/২০১৯ মঙ্গলবার xyxy=(52,1239,125,1296)
table-cell xyxy=(52,1189,125,1214)
table-cell: ০২-৯৩৬০২৬৩ (অফিস) xyxy=(1053,1026,1528,1041)
table-cell: বাজেট ও অর্থের উৎস xyxy=(852,757,1053,771)
table-cell: 17/07/2019 xyxy=(1080,1698,1250,1715)
table-cell xyxy=(741,1115,798,1140)
table-row xyxy=(827,1026,1528,1041)
row-label: Brief Description of the Goods & related Services xyxy=(855,1835,1080,1863)
table-cell: Tender Last Selling Date xyxy=(855,1698,1080,1715)
acc-tender-advertisement xyxy=(815,476,1539,1361)
table-cell: ব্যবহারিক xyxy=(741,1592,798,1616)
row-number: 7 xyxy=(827,1602,855,1618)
row-label: Date of Invitation xyxy=(855,1586,1080,1602)
table-cell: ৪ xyxy=(827,670,852,684)
row-value: "Infrastructure Sites Renovation (Mounting kit, Feeder holes, Survey, Ladder and other Services)" xyxy=(1080,1666,1528,1682)
notice-title: দরপত্র বিজ্ঞপ্তি xyxy=(1089,569,1266,598)
table-cell xyxy=(741,1567,798,1592)
table-cell: যে কাজের জন্য দরপত্র xyxy=(852,699,1053,713)
table-cell xyxy=(125,1214,197,1239)
table-row xyxy=(827,1469,1528,1497)
acc-emblem-icon xyxy=(865,484,938,557)
table-cell: ফটোকপিয়ার টোনার ও প্রিন্টার টোনার xyxy=(1053,699,1528,713)
article-text: [পেছনের পৃষ্ঠার পর] দিয়েছে। এ ধরনের কেমিক্যাল ব্যবহার অপরাধ জেনেও ব্যবসায়ীরা তা করছেন। এতে জনসাধারণ নানা রোগে ভুগছেন। বিশেষজ্ঞরা বলছেন, ফরমালিনসহ বিভিন্ন ক্ষতিকর রাসায়নিক মিশ্রিত ফল খেলে কিডনি, লিভার ও ক্যানসারের মতো জটিল রোগ হতে পারে। শিশুদের স্বাস্থ্যঝুঁকি সবচেয়ে বেশি। ভ্রাম্যমাণ আদালত নিয়মিত অভিযান চালালেও পুরোপুরি বন্ধ করা যাচ্ছে না। নিরাপদ খাদ্য কর্তৃপক্ষ জানিয়েছে, বাজারে অভিযান জোরদার করা হবে। ফল ব্যবসায়ী সমিতির নেতারা বলেছেন, অসাধু ব্যবসায়ীদের কারণে পুরো খাত বদনামের শিকার হচ্ছে। তারা দোষীদের কঠোর শাস্তি দাবি করেন। হাই কোর্টের নির্দেশনা অনুযায়ী সারা দেশে বাজার মনিটরিং জোরদারে সংশ্লিষ্টদের প্রতি নির্দেশ দেওয়া হয়েছে। আদালত এ বিষয়ে অগ্রগতি প্রতিবেদন দাখিলের নির্দেশ দিয়েছেন। xyxy=(1233,92,1542,232)
table-cell: দুর্নীতি দমন কমিশন, প্রধান কার্যালয়, ১ সেগুনবাগিচা, ঢাকা-১০০০। xyxy=(1053,840,1528,854)
table-row xyxy=(827,1835,1528,1863)
table-cell: গ্রাফার (গ্রেড-১৬) xyxy=(197,1189,302,1214)
notice-title: জাতীয় কৃষি প্রশিক্ষণ একাডেমি (নাটা), গাজীপুর এর ৩য় ও ৪র্থ শ্রেণীর (গ্রেড-১২ হতে গ্রেড-২০ পর্যন্ত) শূন্য পদে নিয়োগের লিখিত পরীক্ষায় কৃতকার্য প্রার্থীদের তালিকা এবং মৌখিক ও ব্যবহারিক পরীক্ষার সিডিউল xyxy=(80,914,769,951)
row-value: Md. Rezaul Kabir, Project Director, Establishment of Mobile Broadband Network in Haors and Islands-Project, Teletalk Bangladesh Ltd. xyxy=(1080,1989,1528,2017)
table-cell: দরপত্র আহবানকারীর পদবি xyxy=(852,997,1053,1012)
table-cell: মালী (গ্রেড-২০) xyxy=(197,1531,302,1567)
schedule-table: তারিখ ও বার সময় পদ ও গ্রেড প্রার্থীদের রোল নম্বর পরীক্ষার ধরন ২৫/০৭/২০১৯ সোমবার সকাল ১০ ঘটিকা ফটোগ্রাফার (গ্রেড-১২) 1400003 = ০১ জন মৌখিক লাইব্রেরি সহকারী (গ্রেড-১৪) 1700007= ০১ জন অফিস সহায়ক (গ্রেড-১৪) 1800001, 1800006, 1800018, 1800022, 1800024, 1800027, 1800029, 1800030, 1800043, 1800045, 1800076, 1800079, 1800081, 1800086, 1800088, 1800089, 1800091, 1800094, 1800114, 1800117, 1800120, 1800122, 1800129, 1800136, 1800137, 1800141, 1800143, 1800144, 1800154, 1800159, 1800179, 1800189, 1800196, 1800198, 1800203= ৩৫ জন ফুড প্রসেসিং টেকনিশিয়ান (গ্রেড-১৬) 1900002, 1900004, 1900006, 1900012, 1900016, 1900020 = ০৬ জন মেকানিক (গ্রেড-১৬) 2000030, 2000072 = ০২ জন মুদ্রাক্ষরিক (গ্রেড-১৬) 2200009, 2200013, 2200026, 2200082, 2200088, 2200130, 2200147, 2200162, 2200199, 2200209, 2200236 = ১১জন গ্রাফার (গ্রেড-১৬) 2500020 = ০১ জন সেচ পাম্প অপারেটর (গ্রেড-১৬) 2600032, 2600045, 2600063 = ০৩ জন ২৬/০৭/২০১৯ মঙ্গলবার সকাল ১০ ঘটিকা এমএলএসএস (গ্রেড-২০) 2700018, 2700033, 2700065, 2700098, 2700099, 2700165, 2700188, 2700210, 2700236, 2700260, 2700266, 2700279, 2700350, 2700364, 2700380, 2700392, 2700398, 2700418, 2700453, 2700457, 2700570, 2700672, 2700748, 2700825, 2700857, 2700875, 2700893, 2700923, 2700937, 2700962, 2701053, 2701062, 2701070, 2701123, 2701175, 2701243, 2701266, 2701271, 2701286, 2701317 = ৪০ জন মৌখিক বিকাল ২ ঘটিকা 2701318, 2701389, 2701400, 2701421, 2701423, 2701430, 2701458, 2701463, 2701481, 2701485, 2701523, 2701532, 2701564, 2701577, 2701586, 2701607, 2701633, 2701634, 2701679, 2701697, 2701780, 2701790, 2701794, 2701814, 2701818, 2701821, 2701835, 2701857, 2701860, 2701888, 2701930, 2701934, 2701936, 2701967, 2702027, 2702090, 2702154 = ৩৭ জন ২৭/০৭/২০১৯ বুধবার সকাল ১০ ঘটিকা অফিস সহায়ক (গ্রেড-২০) 2800009, 2800059, 2800078, 2800093, 2800126, 2800203, 2800209, 2800217, 2800240, 2800263, 2800297, 2800303, 2800398, 2800419, 2800421, 2800426, 2800431, 2800467, 2800472, 2800477, 2800480, 2800491, 2800497, 2800502, 2800515, 2800527, 2800537, 2800544, 2800569, 2800576, 2800584, 2800627, 2800690, 2800698, 2800701, 2800724, 2800733, 2800756, 2800783, 2800785, 2800786, 2800803, 2800819, 2800859, 2800866, 2800944, 2800963, 2800972, 2800986, 2800988, 2800998, 2801036, 2801064, 2801066, 2801071, 2801080, 2801094, 2801101, 2801132, 2801147, 2801160, 2801179, 2801239, 2801249, 2801272, 2801343, 2801354, 2801380, 2801405, 2801418, 2801456, 2801461, 2801464, 2801469, 2801496, 2801520, 2801531 = ৮০ জন মৌখিক বিকাল ২ ঘটিকা 2801567, 2801603, 2801625, 2801673, 2801678, 2801690, 2801695, 2801780, 2801789, 2801791, 2801824, 2801826, 2801836, 2801898, 2801972, 2802063, 2802066, 2802075, 2802083, 2802086, 2802089, 2802150, 2802174, 2802187, 2802195, 2802200, 2802216, 2802221, 2802243, 2802279, 2802285, 2802295, 2802503, 2802510, 2802519, 2802559, 2802579, 2802584, 2802596, 2802603, 2802638, 2802640, 2802656, 2802726, 2802737, 2802742, 2802778, 2802825, 2802826, 2802844, 2802851, 2802853, 2802881, 2802890, 2802891, 2802943, 2802985, 2802988, 2802999, 2803014, 2803026 = ৬৫ জন মৌখিক ২৮/০৭/২০১৯ বৃহস্পতিবার সকাল ১০ ঘটিকা ক্যাটালগার (গ্রেড-২০) 1200004, 1200019, 1200022, 1200026, 1200029, 1200038, 1200040, 1200046, 1200050, 1200058, 1200062, 1200064 = ১২ জন মৌখিক মালী (গ্রেড-২০) 2900035, 2900036, 2900043, 2900045, 2900050, 2900051, 2900070, 2900100, 2900101, 2900104, 2900112, 2900149, 2900157, 2900162, 2900169, 2900170, 2900173, 2900178, 2900183, 2900186, 2900198, 2900203 = ২২ জন বিকাল ২ ঘটিকা নিরাপত্তা প্রহরী (গ্রেড-২০) 3000001, 3000003, 3000005, 3000008, 3000010, 3000016, 3000034, 3000037, 3000044, 3000051, 3000058, 3000059, 3000063, 3000065, 3000068, 3000071, 3000072, 3000074 = ১৮ জন ২৯/০৭/২০১৯ শুক্রবার সকাল ১০ ঘটিকা বি.এ.এইচ.ডি (গ্রেড-২০) 1300109, 1300114, 1300128, 1300210, 1300246, 1300249, 1300264 = ০৭ জন ব্যবহারিক ড্রাইভার (গ্রেড-১৬) 2400011, 2400014, 2400017, 2400020, 2400023, 2400026, 2400047, 2400052, 2400053, 2400054, 2400078, 2400079, 2400087, 2400131, 2400134, 2400139, 2400142, 2400149, 2400158, 2400166 = ২০ জন xyxy=(51,1004,798,1652)
row-value: 14.35.0000.424.00.001.19/11 xyxy=(1080,1570,1528,1586)
table-cell: 2900035, 2900036, 2900043, 2900045, 2900050, 2900051, 2900070, 2900100, 2900101, 2900104, 2900112, 2900149, 2900157, 2900162, 2900169, 2900170, 2900173, 2900178, 2900183, 2900186, 2900198, 2900203 = ২২ জন xyxy=(302,1531,741,1567)
table-cell: ১৫ xyxy=(827,840,852,854)
table-cell: মৌখিক xyxy=(741,1506,798,1531)
table-cell xyxy=(741,1296,798,1341)
table-row xyxy=(827,699,1528,713)
table-cell: ক্যাটালগার (গ্রেড-২০) xyxy=(197,1506,302,1531)
table-cell: দুর্নীতি দমন কমিশন, প্রধান কার্যালয়, ১ সেগুনবাগিচা, ঢাকা। xyxy=(1053,1012,1528,1026)
news-column-5 xyxy=(1233,56,1542,458)
table-row xyxy=(827,670,1528,684)
table-cell: ০৩/০৭/২০১৯ খ্রি. অফিস চলাকালীন সময় পর্যন্ত। xyxy=(1053,786,1528,800)
table-row xyxy=(52,1214,798,1239)
procuring-table xyxy=(827,1988,1528,2077)
